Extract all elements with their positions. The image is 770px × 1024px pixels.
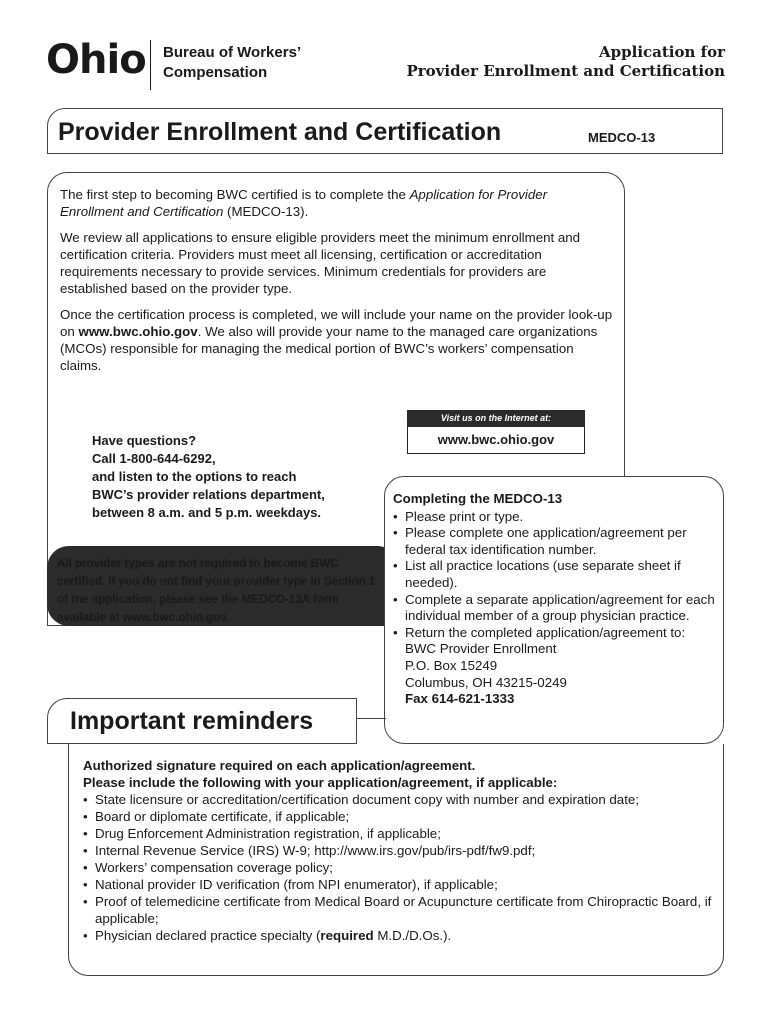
list-item: • List all practice locations (use separate sheet if needed). — [393, 558, 719, 591]
reminders-connector — [356, 718, 386, 719]
mailing-address — [393, 641, 719, 707]
completing-panel — [393, 491, 719, 708]
logo-divider — [150, 40, 151, 90]
application-title-line-1: Application for — [599, 43, 725, 61]
questions-line-4: BWC’s provider relations department, — [92, 487, 325, 502]
list-item: • Complete a separate application/agreement for each individual member of a group physician practice. — [393, 592, 719, 625]
list-item: • Please print or type. — [393, 509, 719, 526]
intro-p1-form-name: Application for Provider Enrollment and Certification — [60, 187, 548, 219]
intro-p3-link[interactable]: www.bwc.ohio.gov — [78, 324, 198, 339]
list-item: • Workers’ compensation coverage policy; — [83, 859, 713, 876]
reminders-list — [83, 791, 713, 944]
list-item: • Board or diplomate certificate, if applicable; — [83, 808, 713, 825]
list-item — [83, 927, 713, 944]
form-code: MEDCO-13 — [588, 130, 656, 145]
intro-p1-text-end: (MEDCO-13). — [223, 204, 309, 219]
list-item: • Drug Enforcement Administration registration, if applicable; — [83, 825, 713, 842]
application-title — [406, 43, 725, 81]
completing-list — [393, 509, 719, 642]
application-title-line-2: Provider Enrollment and Certification — [406, 62, 725, 80]
questions-line-2: Call 1-800-644-6292, — [92, 451, 216, 466]
list-item: • Return the completed application/agreement to: — [393, 625, 719, 642]
fax-number: Fax 614-621-1333 — [405, 691, 515, 707]
intro-paragraph-1 — [60, 186, 614, 220]
questions-line-5: between 8 a.m. and 5 p.m. weekdays. — [92, 505, 322, 520]
address-line: P.O. Box 15249 — [405, 657, 498, 673]
notice-text: All provider types are not required to become BWC certified. If you do not find your provider type in Section 1 of the application, please see the MEDCO-13A form available at www.bwc.ohio.gov. — [57, 556, 376, 624]
intro-paragraph-2: We review all applications to ensure eligible providers meet the minimum enrollment and certification criteria. Providers must meet all licensing, certification or accreditation requirements necessary to provide services. Minimum credentials for providers are established based on the provider type. — [60, 230, 581, 296]
intro-text — [60, 186, 614, 383]
reminders-line-2: Please include the following with your application/agreement, if applicable: — [83, 775, 558, 790]
address-line: Columbus, OH 43215-0249 — [405, 674, 567, 690]
list-item: • Please complete one application/agreement per federal tax identification number. — [393, 525, 719, 558]
visit-heading: Visit us on the Internet at: — [407, 410, 585, 427]
questions-block — [92, 432, 372, 522]
bureau-name — [163, 43, 301, 83]
list-item: • Proof of telemedicine certificate from Medical Board or Acupuncture certificate from Chiropractic Board, if applicable; — [83, 893, 713, 927]
website-link[interactable]: www.bwc.ohio.gov — [437, 432, 555, 447]
questions-line-3: and listen to the options to reach — [92, 469, 297, 484]
bureau-line-1: Bureau of Workers’ — [163, 44, 302, 61]
intro-p1-text: The first step to becoming BWC certified is to complete the — [60, 187, 410, 202]
questions-line-1: Have questions? — [92, 433, 197, 448]
intro-paragraph-3 — [60, 306, 614, 374]
completing-title: Completing the MEDCO-13 — [393, 491, 563, 506]
ohio-logo: Ohio — [46, 37, 146, 83]
reminders-line-1: Authorized signature required on each application/agreement. — [83, 758, 476, 773]
intro-p3-text-end: . We also will provide your name to the managed care organizations (MCOs) responsible for managing the medical portion of BWC’s workers’ compensation claims. — [60, 324, 598, 373]
reminders-content — [83, 757, 713, 944]
address-line: BWC Provider Enrollment — [405, 641, 557, 657]
last-item-text: Physician declared practice specialty ( — [95, 928, 321, 943]
reminders-title: Important reminders — [70, 707, 314, 735]
list-item: • State licensure or accreditation/certification document copy with number and expiration date; — [83, 791, 713, 808]
page-title: Provider Enrollment and Certification — [58, 118, 502, 146]
last-item-bold: required — [320, 928, 374, 943]
list-item: • National provider ID verification (from NPI enumerator), if applicable; — [83, 876, 713, 893]
bureau-line-2: Compensation — [163, 64, 268, 81]
intro-p3-text: Once the certification process is completed, we will include your name on the provider look-up on — [60, 307, 613, 339]
list-item: • Internal Revenue Service (IRS) W-9; http://www.irs.gov/pub/irs-pdf/fw9.pdf; — [83, 842, 713, 859]
last-item-text-end: M.D./D.Os.). — [373, 928, 452, 943]
